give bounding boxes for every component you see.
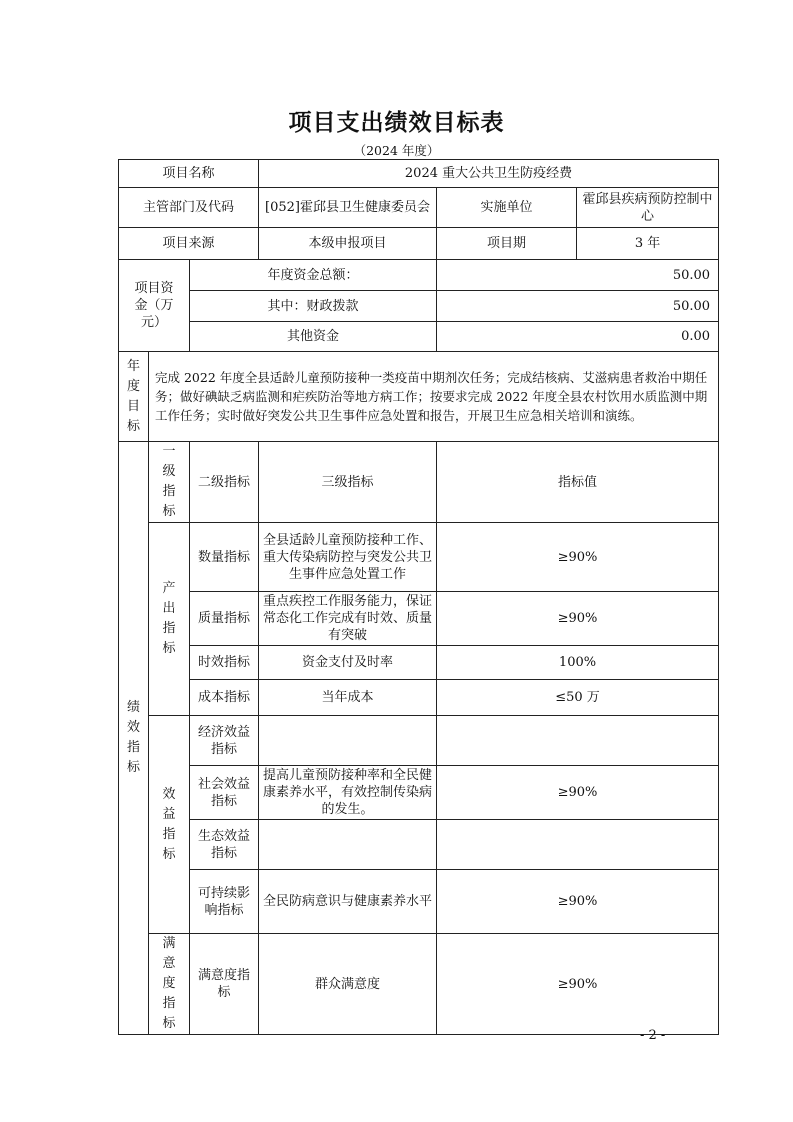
funds-other-value: 0.00: [437, 322, 719, 352]
value-header: 指标值: [437, 442, 719, 523]
goal-text: 完成 2022 年度全县适龄儿童预防接种一类疫苗中期剂次任务；完成结核病、艾滋病患者救治中期任务；做好碘缺乏病监测和疟疾防治等地方病工作；按要求完成 2022 年度全县农村饮用水质监测中期工作任务；实时做好突发公共卫生事件应急处置和报告，开展卫生应急相关培训和演练。: [149, 352, 719, 442]
indicator-l2: 生态效益指标: [190, 820, 259, 870]
indicator-l3: 全县适龄儿童预防接种工作、重大传染病防控与突发公共卫生事件应急处置工作: [259, 523, 437, 592]
indicator-l3: 资金支付及时率: [259, 646, 437, 680]
table-row: [119, 592, 719, 646]
indicator-l3: 群众满意度: [259, 934, 437, 1035]
indicator-l2: 数量指标: [190, 523, 259, 592]
indicator-l2: 质量指标: [190, 592, 259, 646]
funds-fiscal-label: 其中：财政拨款: [190, 291, 437, 322]
indicator-l2: 成本指标: [190, 680, 259, 716]
indicator-l2: 可持续影响指标: [190, 870, 259, 934]
source-label: 项目来源: [119, 228, 259, 260]
indicator-value: [437, 820, 719, 870]
table-row: [119, 352, 719, 442]
period-value: 3 年: [577, 228, 719, 260]
source-value: 本级申报项目: [259, 228, 437, 260]
name-value: 2024 重大公共卫生防疫经费: [259, 160, 719, 188]
indicator-l2: 时效指标: [190, 646, 259, 680]
table-row: [119, 716, 719, 766]
period-label: 项目期: [437, 228, 577, 260]
indicator-value: ≥90%: [437, 523, 719, 592]
level3-header: 三级指标: [259, 442, 437, 523]
table-row: [119, 766, 719, 820]
indicator-value: ≥90%: [437, 766, 719, 820]
goal-label: 年度目标: [119, 352, 149, 442]
funds-other-label: 其他资金: [190, 322, 437, 352]
indicator-value: ≥90%: [437, 870, 719, 934]
indicator-l2: 满意度指标: [190, 934, 259, 1035]
funds-total-value: 50.00: [437, 260, 719, 291]
indicator-value: [437, 716, 719, 766]
indicator-l3: 提高儿童预防接种率和全民健康素养水平，有效控制传染病的发生。: [259, 766, 437, 820]
table-row: [119, 820, 719, 870]
benefit-label: 效益指标: [149, 716, 190, 934]
funds-label: 项目资金（万元）: [119, 260, 190, 352]
dept-value: [052]霍邱县卫生健康委员会: [259, 188, 437, 228]
table-row: [119, 523, 719, 592]
table-row: [119, 260, 719, 291]
table-row: [119, 160, 719, 188]
level1-header: 一级指标: [149, 442, 190, 523]
indicator-value: ≤50 万: [437, 680, 719, 716]
funds-fiscal-value: 50.00: [437, 291, 719, 322]
satisfaction-label: 满意度指标: [149, 934, 190, 1035]
indicator-l3: [259, 716, 437, 766]
table-row: [119, 646, 719, 680]
indicator-l3: [259, 820, 437, 870]
table-row: [119, 291, 719, 322]
performance-table: [118, 159, 719, 1035]
table-row: [119, 228, 719, 260]
indicator-l2: 社会效益指标: [190, 766, 259, 820]
table-row: [119, 934, 719, 1035]
funds-total-label: 年度资金总额：: [190, 260, 437, 291]
page-title: 项目支出绩效目标表: [288, 109, 505, 136]
indicator-l3: 重点疾控工作服务能力，保证常态化工作完成有时效、质量有突破: [259, 592, 437, 646]
table-row: [119, 188, 719, 228]
indicator-value: ≥90%: [437, 592, 719, 646]
table-row: [119, 680, 719, 716]
indicator-l2: 经济效益指标: [190, 716, 259, 766]
name-label: 项目名称: [119, 160, 259, 188]
table-row: [119, 870, 719, 934]
page-number: - 2 -: [640, 1028, 666, 1043]
impl-value: 霍邱县疾病预防控制中心: [577, 188, 719, 228]
impl-label: 实施单位: [437, 188, 577, 228]
table-row: [119, 322, 719, 352]
output-label: 产出指标: [149, 523, 190, 716]
indicator-value: ≥90%: [437, 934, 719, 1035]
level2-header: 二级指标: [190, 442, 259, 523]
indicator-l3: 全民防病意识与健康素养水平: [259, 870, 437, 934]
perf-section-label: 绩效指标: [119, 442, 149, 1035]
table-row: [119, 442, 719, 523]
indicator-value: 100%: [437, 646, 719, 680]
dept-label: 主管部门及代码: [119, 188, 259, 228]
year-subtitle: （2024 年度）: [353, 143, 440, 158]
indicator-l3: 当年成本: [259, 680, 437, 716]
